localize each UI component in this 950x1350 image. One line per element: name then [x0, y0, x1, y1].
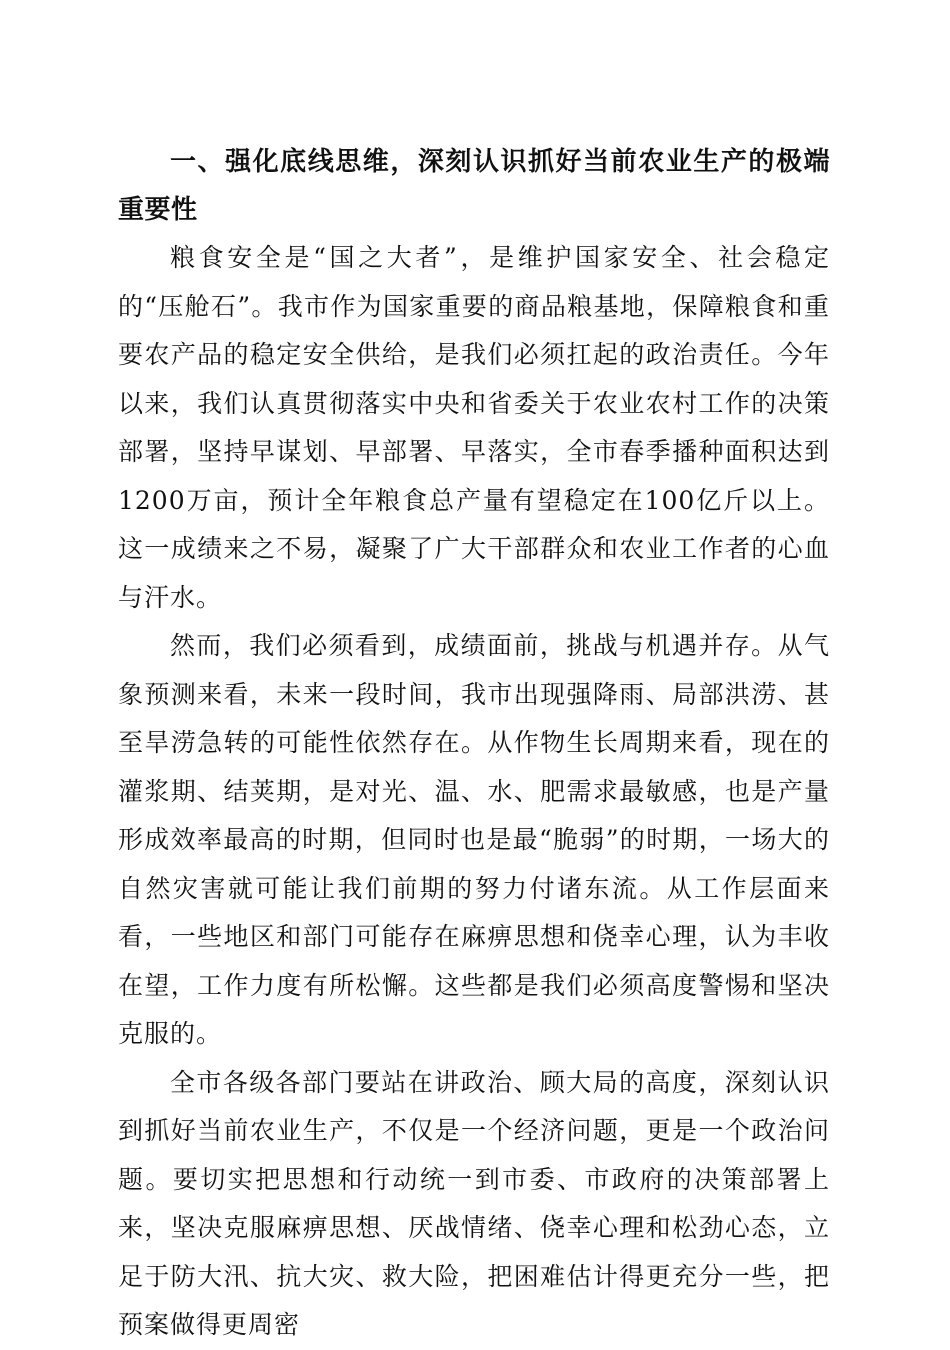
document-body: [118, 138, 830, 1350]
section-heading: 一、强化底线思维，深刻认识抓好当前农业生产的极端重要性: [118, 147, 830, 225]
paragraph-requirements: 全市各级各部门要站在讲政治、顾大局的高度，深刻认识到抓好当前农业生产，不仅是一个经济问题，更是一个政治问题。要切实把思想和行动统一到市委、市政府的决策部署上来，坚决克服麻痹思想、厌战情绪、侥幸心理和松劲心态，立足于防大汛、抗大灾、救大险，把困难估计得更充分一些，把预案做得更周密: [118, 1067, 830, 1339]
paragraph-challenges: 然而，我们必须看到，成绩面前，挑战与机遇并存。从气象预测来看，未来一段时间，我市出现强降雨、局部洪涝、甚至旱涝急转的可能性依然存在。从作物生长周期来看，现在的灌浆期、结荚期，是对光、温、水、肥需求最敏感，也是产量形成效率最高的时期，但同时也是最“脆弱”的时期，一场大的自然灾害就可能让我们前期的努力付诸东流。从工作层面来看，一些地区和部门可能存在麻痹思想和侥幸心理，认为丰收在望，工作力度有所松懈。这些都是我们必须高度警惕和坚决克服的。: [118, 631, 830, 1048]
paragraph-food-security: 粮食安全是“国之大者”，是维护国家安全、社会稳定的“压舱石”。我市作为国家重要的商品粮基地，保障粮食和重要农产品的稳定安全供给，是我们必须扛起的政治责任。今年以来，我们认真贯彻落实中央和省委关于农业农村工作的决策部署，坚持早谋划、早部署、早落实，全市春季播种面积达到1200万亩，预计全年粮食总产量有望稳定在100亿斤以上。这一成绩来之不易，凝聚了广大干部群众和农业工作者的心血与汗水。: [118, 243, 830, 612]
